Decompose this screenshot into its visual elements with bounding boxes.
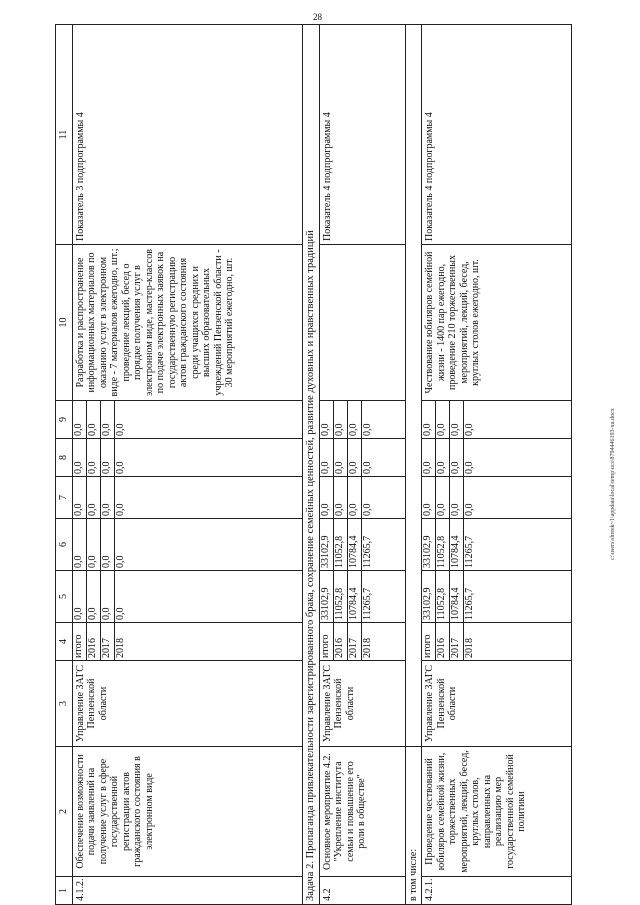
value-cell: 0,0: [86, 519, 100, 570]
col-header-4: 4: [56, 623, 73, 661]
year-cell: итого: [422, 623, 436, 660]
value-cell: 10784,4: [450, 571, 464, 622]
value-cell: 0,0: [347, 477, 361, 518]
value-cell: 0,0: [464, 461, 476, 474]
col-header-9: 9: [56, 401, 73, 439]
value-cell: 0,0: [333, 439, 347, 476]
row-number: 4.1.2.: [72, 877, 302, 905]
value-cell: 33102,9: [422, 519, 436, 570]
year-cell: 2017: [450, 623, 464, 660]
value-cell: 0,0: [347, 439, 361, 476]
value-cell: 0,0: [73, 519, 87, 570]
expected-result: Разработка и распространение информационных материалов по оказанию услуг в электронном виде - 7 материалов ежегодно, шт.; проведение лекций, бесед о порядке получения услуг в электронном виде, мастер-классов по подаче электронных заявок на государственную регистрацию актов гражданского состояния среди учащихся средних и высших образовательных учреждений Пензенской области - 30 мероприятий ежегодно, шт.: [72, 245, 302, 401]
value-cell: 11265,7: [464, 535, 476, 568]
value-cell: 0,0: [114, 555, 126, 568]
col-header-7: 7: [56, 477, 73, 519]
value-cell: 0,0: [436, 401, 450, 438]
expected-result: [319, 245, 405, 401]
value-cell: 0,0: [333, 401, 347, 438]
value-cell: 0,0: [422, 401, 436, 438]
value-cell: 11052,8: [436, 519, 450, 570]
value-cell: 0,0: [100, 439, 114, 476]
expected-result: Чествование юбиляров семейной жизни - 1400 пар ежегодно, проведение 210 торжественных мероприятий, лекций, бесед, круглых столов ежегодно, шт.: [422, 245, 572, 401]
including-label: в том числе:: [405, 747, 422, 905]
value-cell: 0,0: [436, 477, 450, 518]
activity-name: Обеспечение возможности подачи заявлений на получение услуг в сфере государственной регистрации актов гражданского состояния в электронном виде: [72, 747, 302, 877]
value-cell: 0,0: [100, 571, 114, 622]
executor: Управление ЗАГС Пензенской области: [422, 661, 572, 747]
value-cell: 0,0: [320, 477, 334, 518]
row-number: 4.2.1.: [422, 877, 572, 905]
value-cell: 0,0: [86, 571, 100, 622]
value-cell: 0,0: [436, 439, 450, 476]
year-cell: 2016: [86, 623, 100, 660]
rotated-table-sheet: [55, 25, 597, 905]
table-row-4-1-2: [72, 25, 302, 905]
table-row-4-2-1: [422, 25, 572, 905]
value-cell: 0,0: [422, 439, 436, 476]
value-cell: 33102,9: [320, 571, 334, 622]
indicator: Показатель 4 подпрограммы 4: [422, 25, 572, 245]
activity-name: Основное мероприятие 4.2. "Укрепление института семьи и повышение его роли в обществе": [319, 747, 405, 877]
year-cell: 2018: [361, 638, 373, 658]
value-cell: 0,0: [464, 423, 476, 436]
value-cell: 0,0: [100, 401, 114, 438]
activity-name: Проведение чествований юбиляров семейной жизни, торжественных мероприятий, лекций, бесед, круглых столов, направленных на реализацию мер государственной семейной политики: [422, 747, 572, 877]
year-cell: 2016: [333, 623, 347, 660]
value-cell: 0,0: [73, 401, 87, 438]
value-cell: 10784,4: [450, 519, 464, 570]
value-cell: 0,0: [73, 477, 87, 518]
value-cell: 0,0: [361, 423, 373, 436]
value-cell: 11052,8: [333, 519, 347, 570]
value-cell: 0,0: [100, 477, 114, 518]
value-cell: 0,0: [450, 401, 464, 438]
value-cell: 33102,9: [422, 571, 436, 622]
year-cell: 2016: [436, 623, 450, 660]
value-cell: 11052,8: [436, 571, 450, 622]
col-header-1: 1: [56, 877, 73, 905]
including-row: [405, 25, 422, 905]
value-cell: 0,0: [320, 401, 334, 438]
year-cell: 2018: [464, 638, 476, 658]
col-header-8: 8: [56, 439, 73, 477]
value-cell: 10784,4: [347, 571, 361, 622]
table-row-4-2: [319, 25, 405, 905]
value-cell: 0,0: [86, 439, 100, 476]
value-cell: 10784,4: [347, 519, 361, 570]
value-cell: 0,0: [86, 477, 100, 518]
col-header-2: 2: [56, 747, 73, 877]
value-cell: 0,0: [114, 503, 126, 516]
value-cell: 0,0: [114, 423, 126, 436]
year-cell: 2017: [100, 623, 114, 660]
indicator: Показатель 3 подпрограммы 4: [72, 25, 302, 245]
value-cell: 0,0: [333, 477, 347, 518]
executor: Управление ЗАГС Пензенской области: [72, 661, 302, 747]
program-table: [55, 24, 572, 905]
col-header-3: 3: [56, 661, 73, 747]
value-cell: 0,0: [114, 607, 126, 620]
col-header-11: 11: [56, 25, 73, 245]
column-number-row: [56, 25, 73, 905]
value-cell: 0,0: [73, 439, 87, 476]
value-cell: 0,0: [114, 461, 126, 474]
value-cell: 0,0: [464, 503, 476, 516]
value-cell: 0,0: [450, 439, 464, 476]
col-header-5: 5: [56, 571, 73, 623]
value-cell: 0,0: [361, 461, 373, 474]
year-cell: итого: [320, 623, 334, 660]
task-2-heading: Задача 2. Пропаганда привлекательности зарегистрированного брака, сохранение семейных ценностей, развитие духовных и нравственных традиций: [302, 25, 319, 905]
value-cell: 0,0: [347, 401, 361, 438]
value-cell: 0,0: [320, 439, 334, 476]
value-cell: 0,0: [86, 401, 100, 438]
value-cell: 11052,8: [333, 571, 347, 622]
executor: Управление ЗАГС Пензенской области: [319, 661, 405, 747]
value-cell: 11265,7: [361, 587, 373, 620]
col-header-6: 6: [56, 519, 73, 571]
year-cell: итого: [73, 623, 87, 660]
value-cell: 0,0: [450, 477, 464, 518]
value-cell: 0,0: [100, 519, 114, 570]
row-number: 4.2: [319, 877, 405, 905]
value-cell: 0,0: [361, 503, 373, 516]
file-path-footer: c:\users\shreek~1\appdata\local\temp\ucs\8794446193-xu.docx: [610, 408, 616, 560]
value-cell: 11265,7: [464, 587, 476, 620]
year-cell: 2017: [347, 623, 361, 660]
year-cell: 2018: [114, 638, 126, 658]
value-cell: 33102,9: [320, 519, 334, 570]
col-header-10: 10: [56, 245, 73, 401]
value-cell: 11265,7: [361, 535, 373, 568]
task-2-row: [302, 25, 319, 905]
value-cell: 0,0: [422, 477, 436, 518]
page-number: 28: [313, 12, 322, 22]
indicator: Показатель 4 подпрограммы 4: [319, 25, 405, 245]
value-cell: 0,0: [73, 571, 87, 622]
